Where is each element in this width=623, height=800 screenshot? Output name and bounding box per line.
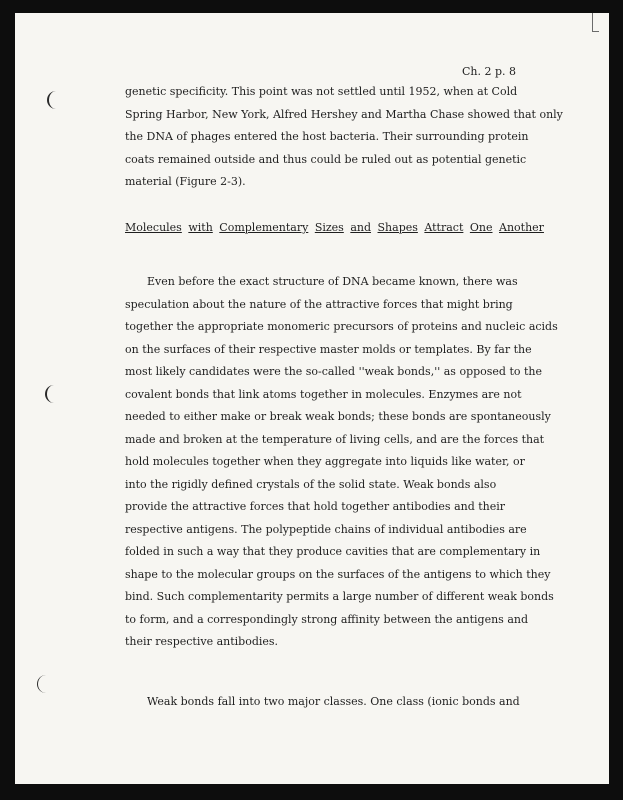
heading-word: with xyxy=(188,221,213,234)
text-line: provide the attractive forces that hold together antibodies and their xyxy=(125,500,506,513)
text-line: needed to either make or break weak bonds; these bonds are spontaneously xyxy=(125,410,551,423)
heading-word: Molecules xyxy=(125,221,182,234)
text-line: coats remained outside and thus could be ruled out as potential genetic xyxy=(125,152,527,166)
text-line: speculation about the nature of the attractive forces that might bring xyxy=(125,297,513,311)
paragraph-3 xyxy=(125,691,520,714)
heading-word: Sizes xyxy=(314,221,344,234)
text-line: Spring Harbor, New York, Alfred Hershey and Martha Chase showed that only xyxy=(125,107,563,121)
text-line: shape to the molecular groups on the surfaces of the antigens to which they xyxy=(125,567,551,581)
binder-hole-mark xyxy=(47,91,57,109)
paragraph-1 xyxy=(125,81,563,194)
text-line: Weak bonds fall into two major classes. One class (ionic bonds and xyxy=(147,695,520,708)
text-line: material (Figure 2-3). xyxy=(125,175,246,188)
binder-hole-mark xyxy=(45,385,55,403)
text-line: the DNA of phages entered the host bacteria. Their surrounding protein xyxy=(125,130,529,143)
text-line: bind. Such complementarity permits a large number of different weak bonds xyxy=(125,590,554,603)
paper-sheet xyxy=(15,13,609,784)
text-line: folded in such a way that they produce cavities that are complementary in xyxy=(125,545,541,558)
text-line: genetic specificity. This point was not settled until 1952, when at Cold xyxy=(125,85,518,98)
section-heading xyxy=(125,221,544,234)
text-line: into the rigidly defined crystals of the solid state. Weak bonds also xyxy=(125,477,497,491)
text-line: most likely candidates were the so-called ''weak bonds,'' as opposed to the xyxy=(125,365,543,378)
heading-word: Another xyxy=(499,221,544,234)
binder-hole-mark xyxy=(37,675,46,693)
text-line: on the surfaces of their respective master molds or templates. By far the xyxy=(125,342,532,356)
text-line: Even before the exact structure of DNA became known, there was xyxy=(147,275,518,288)
text-line: respective antigens. The polypeptide chains of individual antibodies are xyxy=(125,522,527,536)
heading-word: One xyxy=(469,221,493,234)
page-number: Ch. 2 p. 8 xyxy=(462,65,517,78)
text-line: together the appropriate monomeric precursors of proteins and nucleic acids xyxy=(125,320,558,333)
heading-word: Shapes xyxy=(377,221,418,234)
heading-word: Attract xyxy=(424,221,464,234)
heading-word: and xyxy=(350,221,372,234)
text-line: hold molecules together when they aggregate into liquids like water, or xyxy=(125,455,525,468)
text-line: their respective antibodies. xyxy=(125,635,279,648)
heading-word: Complementary xyxy=(219,221,309,234)
scan-ruler-mark xyxy=(592,13,599,32)
text-line: covalent bonds that link atoms together in molecules. Enzymes are not xyxy=(125,387,522,401)
text-line: to form, and a correspondingly strong affinity between the antigens and xyxy=(125,612,529,626)
paragraph-2 xyxy=(125,271,558,654)
text-line: made and broken at the temperature of living cells, and are the forces that xyxy=(125,432,545,446)
